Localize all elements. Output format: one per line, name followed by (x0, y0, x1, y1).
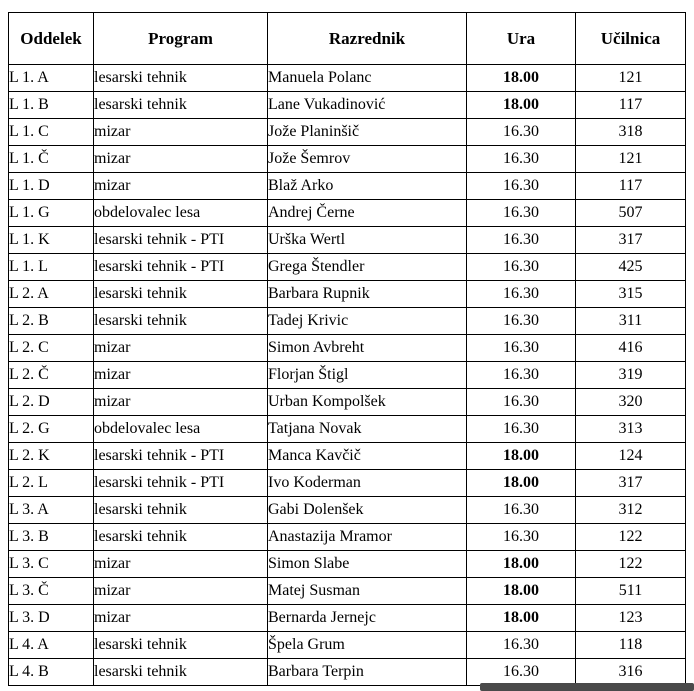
cell-razrednik: Lane Vukadinović (268, 92, 467, 119)
cell-program: mizar (94, 173, 268, 200)
table-row (9, 227, 686, 254)
cell-ucilnica: 117 (576, 92, 686, 119)
cell-razrednik: Ivo Koderman (268, 470, 467, 497)
cell-ucilnica: 118 (576, 632, 686, 659)
cell-oddelek: L 1. K (9, 227, 94, 254)
cell-ura: 16.30 (467, 281, 576, 308)
cell-ucilnica: 117 (576, 173, 686, 200)
cell-oddelek: L 3. B (9, 524, 94, 551)
cell-ura: 16.30 (467, 200, 576, 227)
cell-razrednik: Barbara Rupnik (268, 281, 467, 308)
table-row (9, 632, 686, 659)
cell-oddelek: L 3. D (9, 605, 94, 632)
cell-program: obdelovalec lesa (94, 200, 268, 227)
header-oddelek: Oddelek (9, 13, 94, 65)
cell-ucilnica: 318 (576, 119, 686, 146)
table-row (9, 146, 686, 173)
cell-ura: 16.30 (467, 146, 576, 173)
cell-ucilnica: 316 (576, 659, 686, 686)
cell-program: mizar (94, 389, 268, 416)
cell-oddelek: L 3. Č (9, 578, 94, 605)
table-row (9, 65, 686, 92)
cell-ura: 16.30 (467, 173, 576, 200)
table-row (9, 470, 686, 497)
header-row (9, 13, 686, 65)
cell-ucilnica: 507 (576, 200, 686, 227)
table-row (9, 443, 686, 470)
cell-oddelek: L 4. B (9, 659, 94, 686)
cell-ucilnica: 122 (576, 524, 686, 551)
table-row (9, 119, 686, 146)
cell-ura: 18.00 (467, 551, 576, 578)
cell-razrednik: Florjan Štigl (268, 362, 467, 389)
cell-ura: 18.00 (467, 443, 576, 470)
cell-razrednik: Jože Planinšič (268, 119, 467, 146)
cell-ura: 18.00 (467, 470, 576, 497)
cell-oddelek: L 2. L (9, 470, 94, 497)
cell-ucilnica: 121 (576, 146, 686, 173)
cell-oddelek: L 1. D (9, 173, 94, 200)
cell-program: lesarski tehnik (94, 524, 268, 551)
cell-oddelek: L 2. Č (9, 362, 94, 389)
cell-razrednik: Tatjana Novak (268, 416, 467, 443)
cell-ucilnica: 511 (576, 578, 686, 605)
cell-oddelek: L 3. C (9, 551, 94, 578)
table-row (9, 200, 686, 227)
cell-razrednik: Matej Susman (268, 578, 467, 605)
cell-razrednik: Tadej Krivic (268, 308, 467, 335)
cell-program: mizar (94, 605, 268, 632)
cell-program: mizar (94, 146, 268, 173)
cell-oddelek: L 2. K (9, 443, 94, 470)
table-body (9, 65, 686, 686)
cell-ura: 16.30 (467, 254, 576, 281)
table-row (9, 578, 686, 605)
cell-oddelek: L 1. A (9, 65, 94, 92)
cell-ura: 18.00 (467, 605, 576, 632)
cell-ucilnica: 122 (576, 551, 686, 578)
cell-program: lesarski tehnik (94, 632, 268, 659)
cell-ura: 18.00 (467, 65, 576, 92)
cell-ura: 16.30 (467, 227, 576, 254)
cell-razrednik: Blaž Arko (268, 173, 467, 200)
table-row (9, 254, 686, 281)
table-row (9, 659, 686, 686)
cell-oddelek: L 2. B (9, 308, 94, 335)
cell-program: mizar (94, 119, 268, 146)
cell-program: mizar (94, 551, 268, 578)
class-schedule-table (8, 12, 686, 686)
cell-ucilnica: 124 (576, 443, 686, 470)
header-program: Program (94, 13, 268, 65)
cell-oddelek: L 1. B (9, 92, 94, 119)
cell-razrednik: Bernarda Jernejc (268, 605, 467, 632)
cell-razrednik: Andrej Černe (268, 200, 467, 227)
cell-program: lesarski tehnik (94, 659, 268, 686)
cell-ucilnica: 315 (576, 281, 686, 308)
cell-razrednik: Simon Avbreht (268, 335, 467, 362)
cell-ucilnica: 311 (576, 308, 686, 335)
cell-program: lesarski tehnik (94, 497, 268, 524)
cell-ucilnica: 317 (576, 227, 686, 254)
horizontal-scrollbar-thumb[interactable] (480, 683, 694, 691)
cell-ura: 16.30 (467, 632, 576, 659)
cell-ucilnica: 123 (576, 605, 686, 632)
cell-ura: 16.30 (467, 362, 576, 389)
cell-ura: 16.30 (467, 308, 576, 335)
cell-oddelek: L 1. C (9, 119, 94, 146)
cell-ucilnica: 425 (576, 254, 686, 281)
table-header (9, 13, 686, 65)
cell-ucilnica: 313 (576, 416, 686, 443)
cell-razrednik: Urban Kompolšek (268, 389, 467, 416)
table-row (9, 389, 686, 416)
cell-oddelek: L 4. A (9, 632, 94, 659)
cell-ura: 16.30 (467, 119, 576, 146)
cell-razrednik: Gabi Dolenšek (268, 497, 467, 524)
cell-program: lesarski tehnik (94, 92, 268, 119)
cell-razrednik: Manca Kavčič (268, 443, 467, 470)
table-row (9, 92, 686, 119)
table-row (9, 362, 686, 389)
cell-ura: 16.30 (467, 524, 576, 551)
table-row (9, 605, 686, 632)
table-row (9, 551, 686, 578)
cell-razrednik: Urška Wertl (268, 227, 467, 254)
cell-ura: 16.30 (467, 416, 576, 443)
cell-program: lesarski tehnik (94, 65, 268, 92)
cell-razrednik: Jože Šemrov (268, 146, 467, 173)
cell-program: lesarski tehnik - PTI (94, 470, 268, 497)
cell-ucilnica: 320 (576, 389, 686, 416)
cell-razrednik: Manuela Polanc (268, 65, 467, 92)
cell-ura: 18.00 (467, 578, 576, 605)
header-ura: Ura (467, 13, 576, 65)
cell-program: mizar (94, 335, 268, 362)
cell-razrednik: Špela Grum (268, 632, 467, 659)
cell-oddelek: L 2. D (9, 389, 94, 416)
cell-program: obdelovalec lesa (94, 416, 268, 443)
table-row (9, 173, 686, 200)
cell-ura: 18.00 (467, 92, 576, 119)
cell-ucilnica: 121 (576, 65, 686, 92)
cell-program: lesarski tehnik (94, 308, 268, 335)
cell-program: lesarski tehnik (94, 281, 268, 308)
header-razrednik: Razrednik (268, 13, 467, 65)
cell-oddelek: L 1. G (9, 200, 94, 227)
cell-razrednik: Grega Štendler (268, 254, 467, 281)
cell-ucilnica: 312 (576, 497, 686, 524)
table-row (9, 335, 686, 362)
cell-ura: 16.30 (467, 389, 576, 416)
cell-oddelek: L 1. Č (9, 146, 94, 173)
cell-program: mizar (94, 578, 268, 605)
cell-razrednik: Simon Slabe (268, 551, 467, 578)
cell-program: lesarski tehnik - PTI (94, 443, 268, 470)
cell-ucilnica: 317 (576, 470, 686, 497)
cell-ura: 16.30 (467, 497, 576, 524)
table-row (9, 281, 686, 308)
cell-razrednik: Anastazija Mramor (268, 524, 467, 551)
cell-oddelek: L 3. A (9, 497, 94, 524)
cell-ucilnica: 416 (576, 335, 686, 362)
cell-oddelek: L 2. C (9, 335, 94, 362)
cell-ura: 16.30 (467, 335, 576, 362)
cell-program: lesarski tehnik - PTI (94, 227, 268, 254)
cell-program: lesarski tehnik - PTI (94, 254, 268, 281)
cell-oddelek: L 2. G (9, 416, 94, 443)
cell-oddelek: L 1. L (9, 254, 94, 281)
table-row (9, 524, 686, 551)
cell-oddelek: L 2. A (9, 281, 94, 308)
cell-ura: 16.30 (467, 659, 576, 686)
table-row (9, 308, 686, 335)
cell-program: mizar (94, 362, 268, 389)
cell-razrednik: Barbara Terpin (268, 659, 467, 686)
table-row (9, 416, 686, 443)
header-ucilnica: Učilnica (576, 13, 686, 65)
cell-ucilnica: 319 (576, 362, 686, 389)
table-row (9, 497, 686, 524)
